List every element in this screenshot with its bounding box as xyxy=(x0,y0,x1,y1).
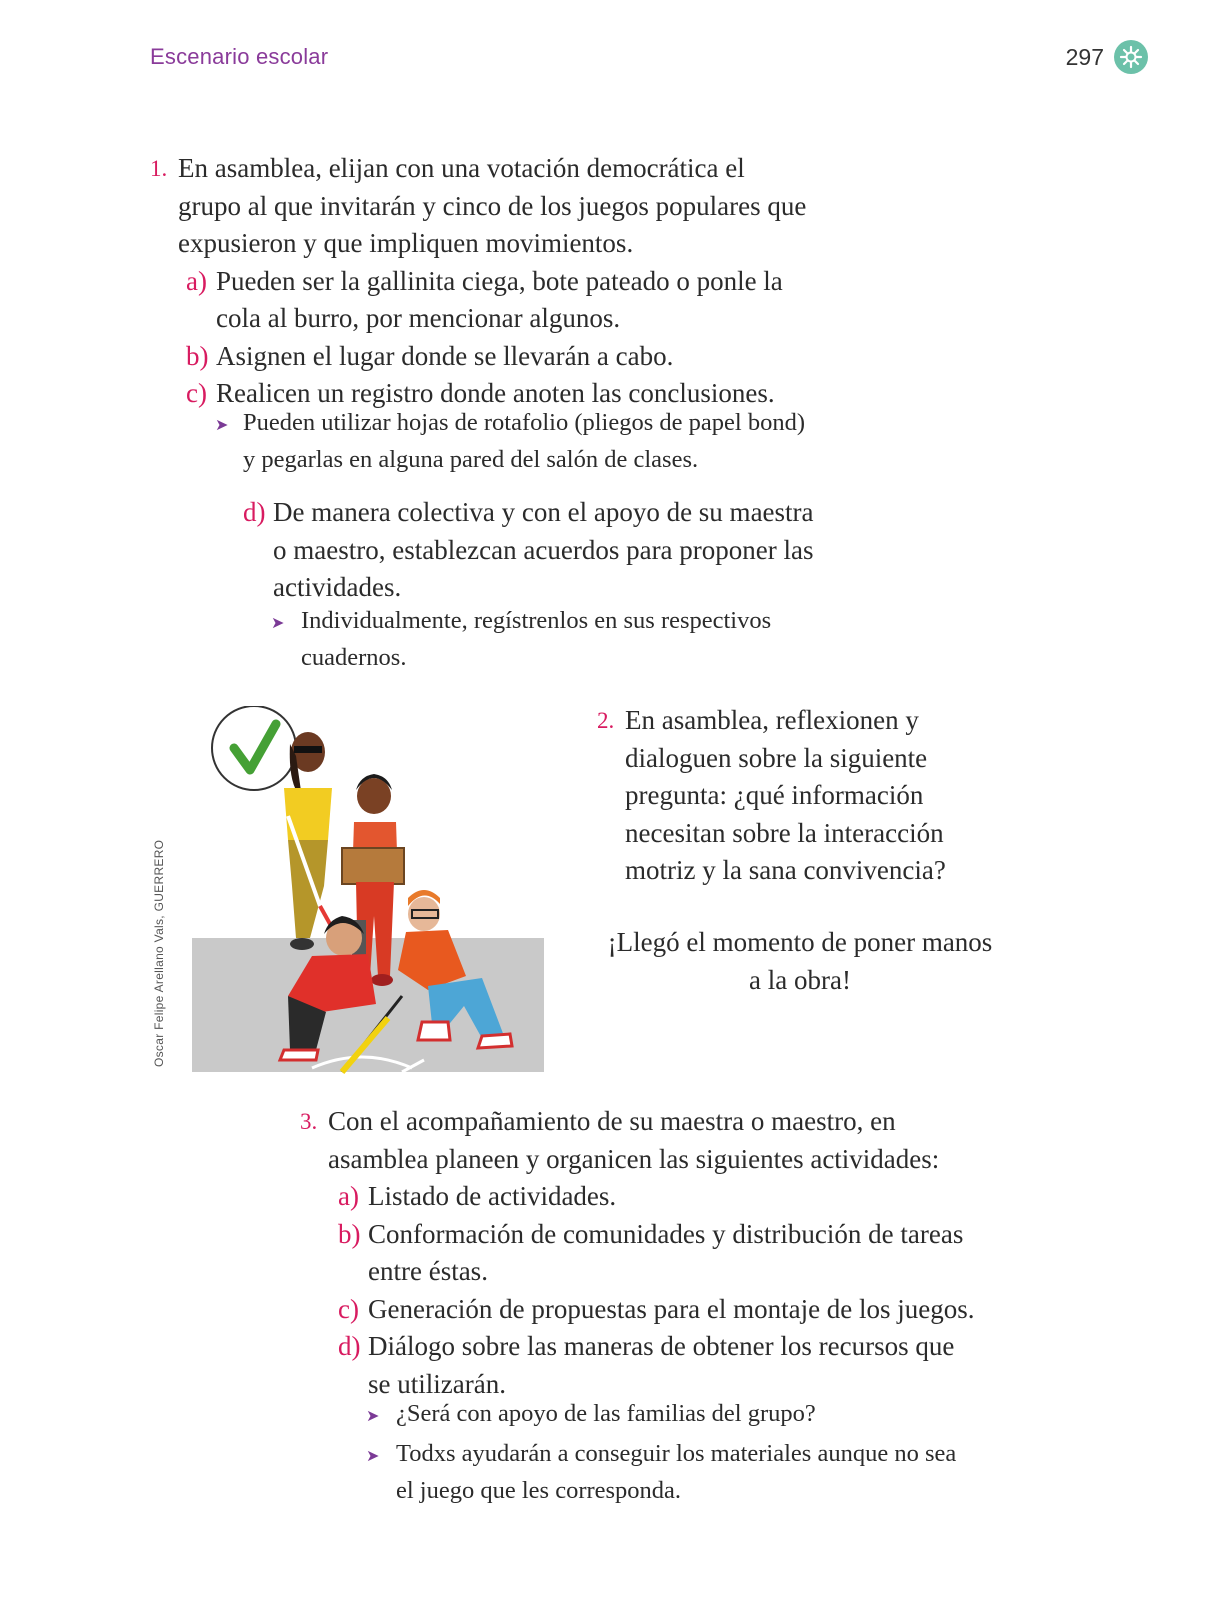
bullet-line: y pegarlas en alguna pared del salón de clases. xyxy=(243,446,699,473)
illustration-credit: Oscar Felipe Arellano Vals, GUERRERO xyxy=(152,839,166,1067)
item-3-line: asamblea planeen y organicen las siguientes actividades: xyxy=(328,1143,940,1174)
bullet-line: ¿Será con apoyo de las familias del grupo? xyxy=(396,1400,816,1427)
item-3-c-text: Generación de propuestas para el montaje de los juegos. xyxy=(368,1293,975,1324)
bullet-line: cuadernos. xyxy=(301,644,407,671)
item-1-d-line: De manera colectiva y con el apoyo de su maestra xyxy=(273,497,814,527)
motivation-line: a la obra! xyxy=(749,964,851,995)
bullet-line: Todxs ayudarán a conseguir los materiales aunque no sea xyxy=(396,1440,957,1467)
item-1-line: expusieron y que impliquen movimientos. xyxy=(178,228,634,258)
item-2-line: En asamblea, reflexionen y xyxy=(625,705,919,735)
motivation-text xyxy=(600,924,1000,999)
item-1-c-bullet xyxy=(215,404,835,478)
item-1-d: d) De manera colectiva y con el apoyo de su maestra o maestro, establezcan acuerdos para proponer las actividades. xyxy=(243,494,843,607)
arrow-bullet-icon: ➤ xyxy=(366,1448,380,1465)
item-2 xyxy=(597,702,1017,890)
illustration xyxy=(192,706,552,1076)
item-1-a-line: cola al burro, por mencionar algunos. xyxy=(216,303,621,333)
list-item xyxy=(366,1395,986,1435)
item-3-bullets xyxy=(366,1395,986,1509)
item-3-line: Con el acompañamiento de su maestra o maestro, en xyxy=(328,1106,896,1136)
item-2-line: dialoguen sobre la siguiente xyxy=(625,742,928,773)
sun-flower-icon xyxy=(1114,40,1148,74)
arrow-bullet-icon: ➤ xyxy=(215,417,229,434)
item-number: 3. xyxy=(300,1109,318,1134)
item-3-d: d) Diálogo sobre las maneras de obtener los recursos que se utilizarán. xyxy=(300,1328,1000,1403)
item-1-a-line: Pueden ser la gallinita ciega, bote pateado o ponle la xyxy=(216,265,783,296)
bullet-line: el juego que les corresponda. xyxy=(396,1477,682,1504)
item-3-b-line: Conformación de comunidades y distribución de tareas xyxy=(368,1218,964,1249)
item-3-c: c) Generación de propuestas para el montaje de los juegos. xyxy=(300,1291,1000,1329)
item-1-d-line: actividades. xyxy=(273,572,402,602)
item-1-line: En asamblea, elijan con una votación democrática el xyxy=(178,153,745,183)
item-3-a: a) Listado de actividades. xyxy=(300,1178,1000,1216)
arrow-bullet-icon: ➤ xyxy=(271,615,285,632)
item-number: 1. xyxy=(150,156,168,181)
bullet-line: Pueden utilizar hojas de rotafolio (pliegos de papel bond) xyxy=(243,409,805,436)
item-1-d-line: o maestro, establezcan acuerdos para proponer las xyxy=(273,534,814,565)
section-title: Escenario escolar xyxy=(150,44,329,69)
item-1-c-text: Realicen un registro donde anoten las conclusiones. xyxy=(216,378,775,408)
item-1-d-bullet xyxy=(271,602,831,676)
page-number: 297 xyxy=(1065,43,1104,70)
item-1-b: b) Asignen el lugar donde se llevarán a cabo. xyxy=(150,338,850,376)
item-1-b-text: Asignen el lugar donde se llevarán a cabo. xyxy=(216,340,674,371)
item-1-c: c) Realicen un registro donde anoten las conclusiones. xyxy=(150,375,850,413)
page-header-right xyxy=(1066,40,1148,74)
item-2-line: pregunta: ¿qué información xyxy=(625,780,924,810)
item-3-a-text: Listado de actividades. xyxy=(368,1181,617,1211)
item-3-b-line: entre éstas. xyxy=(368,1256,488,1286)
arrow-bullet-icon: ➤ xyxy=(366,1408,380,1425)
item-3-b: b) Conformación de comunidades y distribución de tareas entre éstas. xyxy=(300,1216,1000,1291)
list-item xyxy=(366,1435,986,1509)
item-2-line: motriz y la sana convivencia? xyxy=(625,855,946,885)
item-1 xyxy=(150,150,850,413)
motivation-line: ¡Llegó el momento de poner manos xyxy=(607,927,993,957)
item-3-d-line: se utilizarán. xyxy=(368,1368,506,1399)
item-number: 2. xyxy=(597,708,615,733)
item-2-line: necesitan sobre la interacción xyxy=(625,817,944,848)
item-1-line: grupo al que invitarán y cinco de los juegos populares que xyxy=(178,190,807,221)
bullet-line: Individualmente, regístrenlos en sus respectivos xyxy=(301,607,772,634)
item-1-a: a) Pueden ser la gallinita ciega, bote pateado o ponle la cola al burro, por mencionar algunos. xyxy=(150,263,850,338)
item-3-d-line: Diálogo sobre las maneras de obtener los recursos que xyxy=(368,1331,955,1361)
item-3 xyxy=(300,1103,1000,1403)
